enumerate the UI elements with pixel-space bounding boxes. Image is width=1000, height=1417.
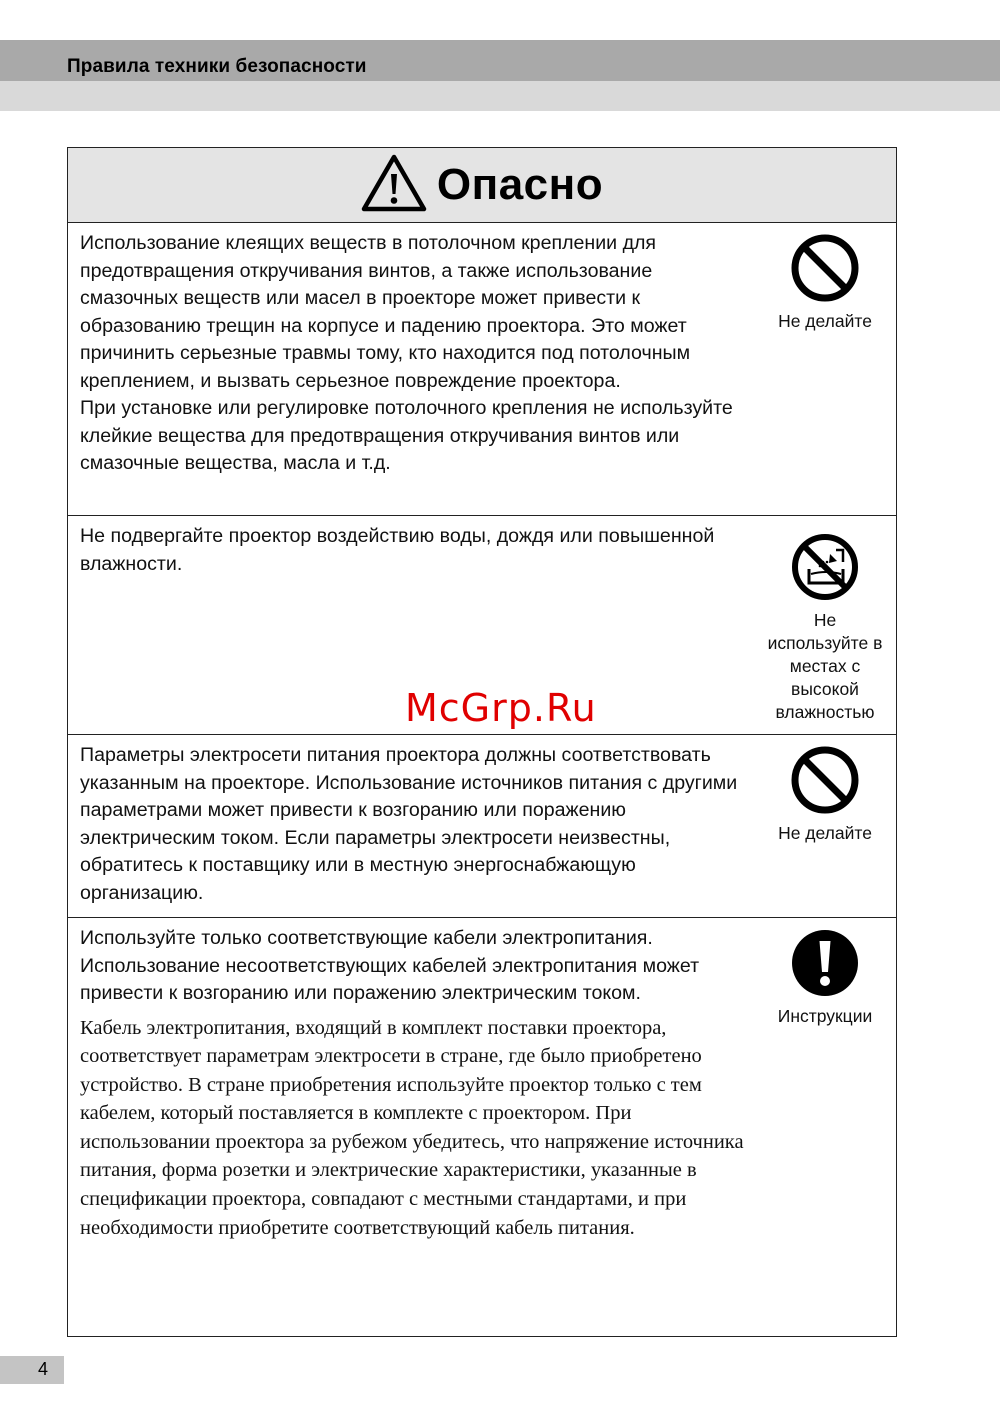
icon-label: Инструкции: [777, 1006, 873, 1026]
exclamation-icon: [790, 928, 860, 1003]
watermark: McGrp.Ru: [405, 686, 597, 730]
warning-triangle-icon: [361, 154, 427, 217]
row-paragraph: Используйте только соответствующие кабели электропитания. Использование несоответствующих кабелей электропитания может привести к возгоранию или поражению электрическим током.: [80, 927, 700, 1004]
row-paragraph-serif: Кабель электропитания, входящий в комплект поставки проектора, соответствует параметрам электросети в стране, где было приобретено устройство. В стране приобретения используйте проектор только с тем кабелем, который поставляется в комплекте с проектором. При использовании проектора за рубежом убедитесь, что напряжение источника питания, форма розетки и электрические характеристики, указанные в спецификации проектора, совпадают с местными стандартами, и при необходимости приобретите соответствующий кабель питания.: [80, 1016, 744, 1239]
row-text: [68, 735, 754, 917]
icon-label: Не делайте: [778, 823, 872, 843]
danger-row: [68, 918, 896, 1336]
row-paragraph: Не подвергайте проектор воздействию воды, дождя или повышенной влажности.: [80, 525, 715, 575]
header-band-light: [0, 81, 1000, 111]
no-humidity-icon: [790, 532, 860, 607]
section-title: Правила техники безопасности: [67, 56, 367, 77]
danger-title: Опасно: [436, 160, 604, 209]
icon-label: Не используйте в местах с высокой влажностью: [767, 610, 883, 722]
danger-row: [68, 735, 896, 918]
page-number-box: [0, 1356, 64, 1384]
row-paragraph: При установке или регулировке потолочного крепления не используйте клейкие вещества для предотвращения откручивания винтов или смазочные вещества, масла и т.д.: [80, 397, 733, 474]
page-number: 4: [38, 1359, 49, 1379]
row-paragraph: Использование клеящих веществ в потолочном креплении для предотвращения откручивания винтов, а также использование смазочных веществ или масел в проекторе может привести к образованию трещин на корпусе и падению проектора. Это может причинить серьезные травмы тому, кто находится под потолочным креплением, и вызвать серьезное повреждение проектора.: [80, 232, 691, 392]
row-text: [68, 918, 754, 1336]
danger-row: [68, 223, 896, 516]
row-icon-cell: [754, 223, 896, 515]
row-paragraph: Параметры электросети питания проектора должны соответствовать указанным на проекторе. Использование источников питания с другими параметрами может привести к возгоранию или поражению электрическим током. Если параметры электросети неизвестны, обратитесь к поставщику или в местную энергоснабжающую организацию.: [80, 744, 738, 904]
row-icon-cell: [754, 516, 896, 734]
prohibited-icon: [790, 233, 860, 308]
row-text: [68, 223, 754, 515]
prohibited-icon: [790, 745, 860, 820]
danger-heading: [68, 148, 896, 223]
row-icon-cell: [754, 918, 896, 1336]
danger-table: [67, 147, 897, 1337]
icon-label: Не делайте: [778, 311, 872, 331]
row-icon-cell: [754, 735, 896, 917]
